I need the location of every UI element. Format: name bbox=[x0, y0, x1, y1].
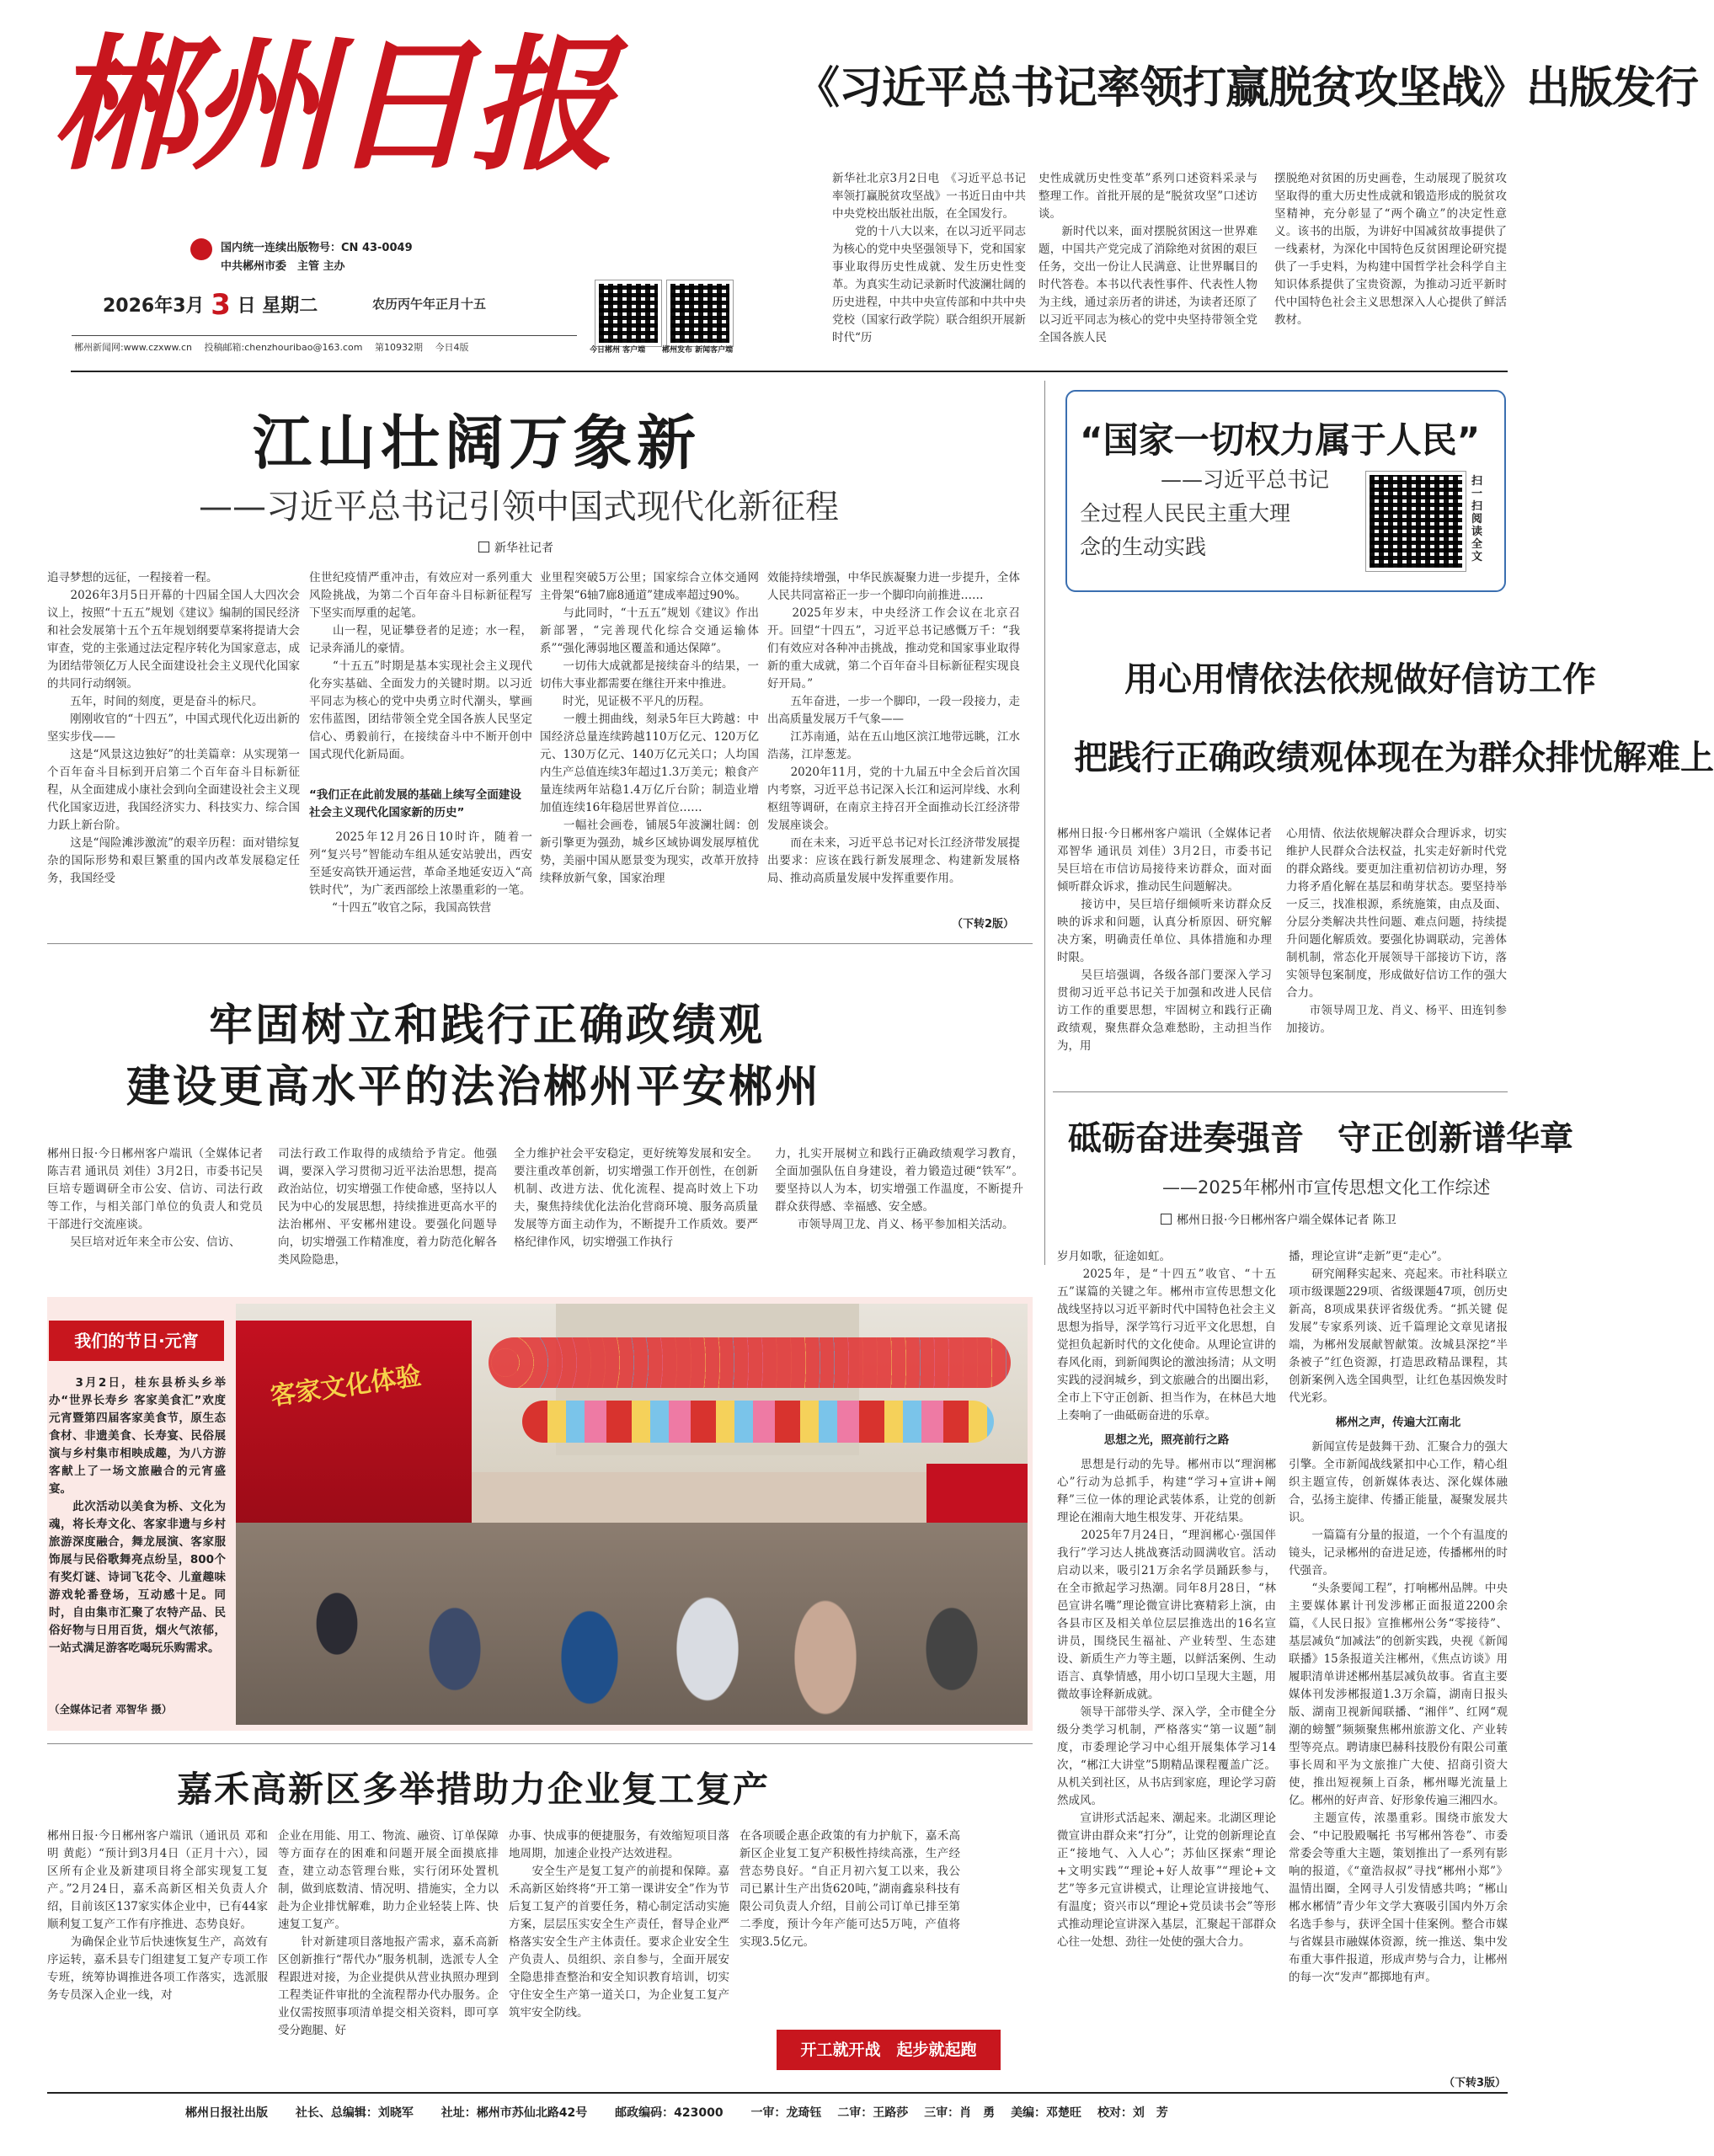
lead-story-column-3: 业里程突破5万公里；国家综合立体交通网主骨架“6轴7廊8通道”建成率超过90%。 与此同时，“十五五”规划《建议》作出新部署，“完善现代化综合交通运输体系”“强化薄弱地区覆盖和通达保障”。 一切伟大成就都是接续奋斗的结果，一切伟大事业都需要在继往开来中推进。 时光，见证极不平凡的历程。 一艘土拥曲线，刻录5年巨大跨越：中国经济总量连续跨越110万亿元、120万亿元、130万亿元、140万亿元关口；人均国内生产总值连续3年超过1.3万美元；粮食产量连续两年站稳1.4万亿斤台阶；制造业增加值连续16年稳居世界首位…… 一幅社会画卷，铺展5年波澜壮阔：创新引擎更为强劲，城乡区域协调发展厚植优势，美丽中国从愿景变为现实，改革开放持续释放新气象，国家治理 bbox=[540, 571, 759, 885]
photo-tent-banner: 客家文化体验 bbox=[269, 1361, 424, 1412]
law-column-4: 力，扎实开展树立和践行正确政绩观学习教育，全面加强队伍自身建设，着力锻造过硬“铁军”。要坚持以人为本，切实增强工作温度，不断提升群众获得感、幸福感、安全感。 市领导周卫龙、肖义、杨平参加相关活动。 bbox=[775, 1147, 1023, 1231]
top-story-headline[interactable]: 《习近平总书记率领打赢脱贫攻坚战》出版发行 bbox=[796, 63, 1699, 114]
photo-lanterns-row-1 bbox=[489, 1337, 1011, 1388]
issue-date bbox=[103, 288, 318, 322]
footer-address: 社址：郴州市苏仙北路42号 bbox=[441, 2106, 588, 2120]
date-weekday: 日 星期二 bbox=[237, 296, 318, 317]
right-feature-qr-code[interactable] bbox=[1366, 472, 1466, 571]
jiahe-column-1: 郴州日报·今日郴州客户端讯（通讯员 邓和明 黄彪）“预计到3月4日（正月十六），园区所有企业及新建项目将全部实现复工复产。”2月24日，嘉禾高新区相关负责人介绍，目前该区137家实体企业中，已有44家顺利复工复产工作有序推进、态势良好。 为确保企业节后快速恢复生产，高效有序运转，嘉禾县专门组建复工复产专项工作专班，统筹协调推进各项工作落实，选派服务专员深入企业一线，对 bbox=[47, 1829, 268, 2002]
lead-column-2-text: 住世纪疫情严重冲击，有效应对一系列重大风险挑战，为第二个百年奋斗目标新征程写下坚实而厚重的起笔。 山一程，见证攀登者的足迹；水一程，记录奔涌儿的豪情。 “十五五”时期是基本实现社会主义现代化夯实基础、全面发力的关键时期。以习近平同志为核心的党中央勇立时代潮头，擘画宏伟蓝图，团结带领全党全国各族人民坚定信心、勇毅前行，在接续奋斗中不断开创中国式现代化新局面。 bbox=[309, 571, 532, 761]
propaganda-column-2-text-b: 新闻宣传是鼓舞干劲、汇聚合力的强大引擎。全市新闻战线紧扣中心工作，精心组织主题宣传，创新媒体表达、深化媒体融合，弘扬主旋律、传播正能量，凝聚发展共识。 一篇篇有分量的报道，一个个有温度的镜头，记录郴州的奋进足迹，传播郴州的时代强音。 “头条要闻工程”，打响郴州品牌。中央主要媒体累计刊发涉郴正面报道2200余篇，《人民日报》宣推郴州公务“零接待”、基层减负“加减法”的创新实践，央视《新闻联播》15条报道关注郴州，《焦点访谈》用履职清单讲述郴州基层减负故事。省直主要媒体刊发涉郴报道1.3万余篇，湖南日报头版、湖南卫视新闻联播、“湘伴”、红网“观潮的螃蟹”频频聚焦郴州旅游文化、产业转型等亮点。聘请康巴赫科技股份有限公司董事长周和平为文旅推广大使、招商引资大使，推出短视频上百条，郴州曝光流量上亿。郴州的好声音、好形象传遍三湘四水。 主题宣传，浓墨重彩。围绕市旅发大会、“中记股殿嘱托 书写郴州答卷”、市委常委会等重大主题，策划推出了一系列有影响的报道，《“童浩叔叔”寻找“郴州小郑”》温情出圈，全网寻人引发情感共鸣；“郴山郴水郴情”青少年文学大赛吸引国内外万余名选手参与，获评全国十佳案例。整合市媒与省媒县市融媒体资源，统一推送、集中发布重大事件报道，形成声势与合力，让郴州的每一次“发声”都掷地有声。 bbox=[1289, 1440, 1508, 1984]
propaganda-column-1-text: 岁月如歌，征途如虹。 2025年，是“十四五”收官、“十五五”谋篇的关键之年。郴州市宣传思想文化战线坚持以习近平新时代中国特色社会主义思想为指导，深学笃行习近平文化思想，自觉担负起新时代的文化使命。从理论宣讲的春风化雨，到新闻舆论的激浊扬清；从文明实践的浸润城乡，到文旅融合的出圈出彩，全市上下守正创新、担当作为，在林邑大地上奏响了一曲砥砺奋进的乐章。 bbox=[1057, 1250, 1276, 1422]
petition-column-1: 郴州日报·今日郴州客户端讯（全媒体记者 邓智华 通讯员 刘佳）3月2日，市委书记吴巨培在市信访局接待来访群众，面对面倾听群众诉求，推动民生问题解决。 接访中，吴巨培仔细倾听来访群众反映的诉求和问题，认真分析原因、研究解决方案，明确责任单位、具体措施和办理时限。 吴巨培强调，各级各部门要深入学习贯彻习近平总书记关于加强和改进人民信访工作的重要思想，牢固树立和践行正确政绩观，聚焦群众急难愁盼，主动担当作为，用 bbox=[1057, 827, 1272, 1053]
petition-headline-1[interactable]: 用心用情依法依规做好信访工作 bbox=[1124, 660, 1596, 699]
petition-headline-2[interactable]: 把践行正确政绩观体现在为群众排忧解难上 bbox=[1074, 739, 1714, 777]
propaganda-column-1-text-b: 思想是行动的先导。郴州市以“理润郴心”行动为总抓手，构建“学习+宣讲+阐释”三位一体的理论武装体系，让党的创新理论在湘南大地生根发芽、开花结果。 2025年7月24日，“理润郴心·强国伴我行”学习达人挑战赛活动圆满收官。活动启动以来，吸引21万余名学员踊跃参与，在全市掀起学习热潮。同年8月28日，“林邑宣讲名嘴”理论微宣讲比赛精彩上演，由各县市区及相关单位层层推选出的16名宣讲员，围绕民生福祉、产业转型、生态建设、新质生产力等主题，以鲜活案例、生动语言、真挚情感，用小切口呈现大主题，用微故事诠释新成就。 领导干部带头学、深入学，全市健全分级分类学习机制，严格落实“第一议题”制度，市委理论学习中心组开展集体学习14次，“郴江大讲堂”5期精品课程覆盖广泛。从机关到社区，从书店到家庭，理论学习蔚然成风。 宣讲形式活起来、潮起来。北湖区理论微宣讲由群众来“打分”，让党的创新理论直正“接地气、入人心”；苏仙区探索“理论+文明实践”“理论+好人故事”“理论+文艺”等多元宣讲模式，让理论宣讲接地气、有温度；资兴市以“理论+党员读书会”等形式推动理论宣讲深入基层，汇聚起干部群众心往一处想、劲往一处使的强大合力。 bbox=[1057, 1458, 1276, 1949]
jiahe-column-3: 办事、快成事的便捷服务，有效缩短项目落地周期，加速企业投产达效进程。 安全生产是复工复产的前提和保障。嘉禾高新区始终将“开工第一课讲安全”作为节后复工复产的首要任务，精心制定活动实施方案，层层压实安全生产责任，督导企业严格落实安全生产主体责任。要求企业安全生产负责人、员组织、亲自参与，全面开展安全隐患排查整治和安全知识教育培训，切实守住安全生产第一道关口，为企业复工复产筑牢安全防线。 bbox=[509, 1829, 729, 2020]
website-link[interactable]: 郴州新闻网:www.czxww.cn bbox=[74, 342, 193, 353]
issue-number: 第10932期 bbox=[374, 342, 423, 353]
right-feature-subhead-1: ——习近平总书记 bbox=[1161, 467, 1330, 492]
lead-story-byline: 新华社记者 bbox=[478, 539, 553, 556]
footer-editor: 社长、总编辑：刘晓军 bbox=[295, 2106, 414, 2120]
propaganda-headline[interactable]: 砥砺奋进奏强音 守正创新谱华章 bbox=[1068, 1119, 1573, 1158]
footer-review-1: 一审：龙琦钰 bbox=[750, 2106, 822, 2120]
lead-story-column-4: 效能持续增强，中华民族凝聚力进一步提升，全体人民共同富裕正一步一个脚印向前推进…… 2025年岁末，中央经济工作会议在北京召开。回望“十四五”，习近平总书记感慨万千：“我们有效应对各种冲击挑战，推动党和国家事业取得新的重大成就，第二个百年奋斗目标新征程实现良好开局。” 五年奋进，一步一个脚印，一段一段接力，走出高质量发展万千气象—— 江苏南通，站在五山地区滨江地带远眺，江水浩荡，江岸葱茏。 2020年11月，党的十九届五中全会后首次国内考察，习近平总书记深入长江和运河岸线、水利枢纽等调研，在南京主持召开全面推动长江经济带发展座谈会。 而在未来，习近平总书记对长江经济带发展提出要求：应该在践行新发展理念、构建新发展格局、推动高质量发展中发挥重要作用。 bbox=[767, 571, 1020, 885]
top-story-column-3: 摆脱绝对贫困的历史画卷，生动展现了脱贫攻坚取得的重大历史性成就和锻造形成的脱贫攻坚精神，充分彰显了“两个确立”的决定性意义。该书的出版，为讲好中国减贫故事提供了一线素材，为深化中国特色反贫困理论研究提供了一手史料，为构建中国哲学社会科学自主知识体系提供了宝贵资源，为推动习近平新时代中国特色社会主义思想深入人心提供了鲜活教材。 bbox=[1274, 172, 1507, 327]
propaganda-column-2 bbox=[1289, 1248, 1508, 2069]
section-divider-left-mid bbox=[47, 943, 1033, 944]
top-story-column-1: 新华社北京3月2日电 《习近平总书记率领打赢脱贫攻坚战》一书近日由中共中央党校出版社出版，在全国发行。 党的十八大以来，在以习近平同志为核心的党中央坚强领导下，党和国家事业取得历史性成就、发生历史性变革。为真实生动记录新时代波澜壮阔的历史进程，中共中央宣传部和中共中央党校（国家行政学院）联合组织开展新时代“历 bbox=[832, 172, 1026, 344]
jiahe-column-4: 在各项暖企惠企政策的有力护航下，嘉禾高新区企业复工复产积极性持续高涨，生产经营态势良好。“自正月初六复工以来，我公司已累计生产出货620吨，”湖南鑫泉科技有限公司负责人介绍，目前公司订单已排至第二季度，预计今年产能可达5万吨，产值将实现3.5亿元。 bbox=[740, 1829, 960, 1949]
propaganda-subhead: ——2025年郴州市宣传思想文化工作综述 bbox=[1162, 1177, 1491, 1198]
right-feature-subhead-2: 全过程人民民主重大理 bbox=[1080, 501, 1291, 526]
lead-story-continued[interactable]: （下转2版） bbox=[952, 918, 1015, 931]
propaganda-byline: 郴州日报·今日郴州客户端全媒体记者 陈卫 bbox=[1161, 1211, 1396, 1228]
propaganda-column-2-text: 播，理论宣讲“走新”更“走心”。 研究阐释实起来、亮起来。市社科联立项市级课题229项、省级课题47项，创历史新高，8项成果获评省级优秀。“抓关键 促发展”专家系列谈、近千篇理论文章见诸报端，为郴州发展献智献策。汝城县深挖“半条被子”红色资源，打造思政精品课程，其创新案例入选全国典型，让红色基因焕发时代光彩。 bbox=[1289, 1250, 1508, 1405]
lead-column-2-text-b: 2025年12月26日10时许，随着一列“复兴号”智能动车组从延安站驶出，西安至延安高铁开通运营，革命圣地延安迈入“高铁时代”，为广袤西部绘上浓墨重彩的一笔。 “十四五”收官之际，我国高铁营 bbox=[309, 830, 532, 915]
lead-story-headline[interactable]: 江山壮阔万象新 bbox=[253, 408, 701, 478]
date-day: 3 bbox=[211, 288, 231, 322]
column-divider-right bbox=[1044, 381, 1045, 1265]
footer-postcode: 邮政编码：423000 bbox=[615, 2106, 724, 2120]
footer-publisher: 郴州日报社出版 bbox=[185, 2106, 268, 2120]
right-feature-qr-label: 扫一扫阅读全文 bbox=[1471, 475, 1483, 563]
jiahe-campaign-badge[interactable]: 开工就开战 起步就起跑 bbox=[777, 2030, 1001, 2070]
petition-column-2: 心用情、依法依规解决群众合理诉求，切实维护人民群众合法权益，扎实走好新时代党的群众路线。要更加注重初信初访办理，努力将矛盾化解在基层和萌芽状态。要坚持举一反三，找准根源，系统施策，由点及面、分层分类解决共性问题、难点问题，持续提升问题化解质效。要强化协调联动，完善体制机制，常态化开展领导干部接访下访，落实领导包案制度，形成做好信访工作的强大合力。 市领导周卫龙、肖义、杨平、田连钊参加接访。 bbox=[1286, 827, 1507, 1035]
law-column-1: 郴州日报·今日郴州客户端讯（全媒体记者 陈吉君 通讯员 刘佳）3月2日，市委书记吴巨培专题调研全市公安、信访、司法行政等工作，与相关部门单位的负责人和党员干部进行交流座谈。 吴巨培对近年来全市公安、信访、 bbox=[47, 1147, 263, 1249]
masthead-info-bar bbox=[74, 340, 468, 354]
top-story-column-2: 史性成就历史性变革”系列口述资料采录与整理工作。首批开展的是“脱贫攻坚”口述访谈。 新时代以来，面对摆脱贫困这一世界难题，中国共产党完成了消除绝对贫困的艰巨任务，交出一份让人民满意、让世界瞩目的时代答卷。本书以代表性事件、代表性人物为主线，通过亲历者的讲述，为读者还原了以习近平同志为核心的党中央坚持带领全党全国各族人民 bbox=[1039, 172, 1257, 344]
masthead-title: 郴州日报 bbox=[51, 19, 610, 190]
section-divider-jiahe bbox=[47, 1743, 1033, 1744]
footer-review-2: 二审：王路莎 bbox=[837, 2106, 909, 2120]
masthead-seal-icon bbox=[190, 238, 212, 260]
photo-feature-caption: 3月2日，桂东县桥头乡举办“世界长寿乡 客家美食汇”欢度元宵暨第四届客家美食节，原生态食材、非遗美食、长寿宴、民俗展演与乡村集市相映成趣，为八方游客献上了一场文旅融合的元宵盛宴。 此次活动以美食为桥、文化为魂，将长寿文化、客家非遗与乡村旅游深度融合，舞龙展演、客家服饰展与民俗歌舞亮点纷呈，800个有奖灯谜、诗词飞花令、儿童趣味游戏轮番登场，互动感十足。同时，自由集市汇聚了农特产品、民俗好物与日用百货，烟火气浓郁，一站式满足游客吃喝玩乐购需求。 bbox=[49, 1376, 226, 1655]
photo-feature-credit: （全媒体记者 邓智华 摄） bbox=[49, 1703, 173, 1716]
festival-photo[interactable] bbox=[236, 1304, 1028, 1725]
qr-app-label: 今日郴州 客户端 bbox=[590, 346, 646, 355]
sponsor-line: 中共郴州市委 主管 主办 bbox=[221, 260, 345, 273]
lead-column-2-subhead: “我们正在此前发展的基础上续写全面建设社会主义现代化国家新的历史” bbox=[309, 788, 521, 819]
right-feature-headline[interactable]: “国家一切权力属于人民” bbox=[1080, 419, 1481, 461]
lead-story-subhead: ——习近平总书记引领中国式现代化新征程 bbox=[199, 488, 839, 526]
footer-design: 美编：邓楚旺 bbox=[1011, 2106, 1082, 2120]
registration-number: 国内统一连续出版物号：CN 43-0049 bbox=[221, 242, 413, 254]
qr-code-wechat[interactable] bbox=[667, 280, 733, 346]
lunar-date: 农历丙午年正月十五 bbox=[372, 296, 487, 312]
footer-rule bbox=[47, 2092, 1508, 2094]
photo-lanterns-row-2 bbox=[522, 1401, 994, 1443]
propaganda-continued[interactable]: （下转3版） bbox=[1440, 2073, 1506, 2089]
page-count: 今日4版 bbox=[435, 342, 469, 353]
jiahe-headline[interactable]: 嘉禾高新区多举措助力企业复工复产 bbox=[177, 1769, 771, 1810]
right-feature-subhead-3: 念的生动实践 bbox=[1080, 535, 1207, 559]
law-column-2: 司法行政工作取得的成绩给予肯定。他强调，要深入学习贯彻习近平法治思想，提高政治站位，切实增强工作使命感，坚持以人民为中心的发展思想，持续推进更高水平的法治郴州、平安郴州建设。要强化问题导向，切实增强工作精准度，着力防范化解各类风险隐患， bbox=[278, 1147, 497, 1267]
lead-story-column-2 bbox=[309, 569, 532, 931]
date-month: 2026年3月 bbox=[103, 296, 205, 317]
law-headline-1[interactable]: 牢固树立和践行正确政绩观 bbox=[209, 1001, 766, 1051]
footer-review-3: 三审：肖 勇 bbox=[924, 2106, 996, 2120]
qr-wechat-label: 郴州发布 新闻客户端 bbox=[662, 346, 734, 355]
section-divider-top bbox=[71, 371, 1508, 372]
photo-feature-tag[interactable]: 我们的节日·元宵 bbox=[49, 1321, 224, 1361]
propaganda-column-1 bbox=[1057, 1248, 1276, 2078]
propaganda-column-1-subhead: 思想之光，照亮前行之路 bbox=[1103, 1433, 1230, 1447]
footer-bar bbox=[185, 2104, 1168, 2121]
footer-proof: 校对：刘 芳 bbox=[1097, 2106, 1168, 2120]
law-column-3: 全力维护社会平安稳定，更好统筹发展和安全。要注重改革创新，切实增强工作开创性，在创新机制、改进方法、优化流程、提高时效上下功夫，聚焦持续优化法治化营商环境、服务高质量发展等方面主动作为，不断提升工作质效。要严格纪律作风，切实增强工作执行 bbox=[514, 1147, 758, 1249]
qr-code-app[interactable] bbox=[595, 280, 661, 346]
lead-story-column-1: 追寻梦想的远征，一程接着一程。 2026年3月5日开幕的十四届全国人大四次会议上，按照“十五五”规划《建议》编制的国民经济和社会发展第十五个五年规划纲要草案将提请大会审查，党的主张通过法定程序转化为国家意志，成为团结带领亿万人民全面建设社会主义现代化国家的共同行动纲领。 五年，时间的刻度，更是奋斗的标尺。 刚刚收官的“十四五”，中国式现代化迈出新的坚实步伐—— 这是“风景这边独好”的壮美篇章：从实现第一个百年奋斗目标到开启第二个百年奋斗目标新征程，从全面建成小康社会到向全面建设社会主义现代化国家迈进，我国经济实力、科技实力、综合国力跃上新台阶。 这是“闯险滩涉激流”的艰辛历程：面对错综复杂的国际形势和艰巨繁重的国内改革发展稳定任务，我国经受 bbox=[47, 571, 300, 885]
email-link[interactable]: 投稿邮箱:chenzhouribao@163.com bbox=[204, 342, 363, 353]
propaganda-column-2-subhead: 郴州之声，传遍大江南北 bbox=[1335, 1416, 1461, 1429]
masthead-rule bbox=[72, 335, 577, 336]
jiahe-column-2: 企业在用能、用工、物流、融资、订单保障等方面存在的困难和问题开展全面摸底排查，建立动态管理台账，实行闭环处置机制，做到底数清、情况明、措施实，全力以赴为企业排忧解难，助力企业轻装上阵、快速复工复产。 针对新建项目落地报产需求，嘉禾高新区创新推行“帮代办”服务机制，选派专人全程跟进对接，为企业提供从营业执照办理到工程类证件审批的全流程帮办代办服务。企业仅需按照事项清单提交相关资料，即可享受分跑腿、好 bbox=[278, 1829, 499, 2037]
law-headline-2[interactable]: 建设更高水平的法治郴州平安郴州 bbox=[126, 1062, 822, 1113]
photo-crowd bbox=[236, 1523, 1028, 1725]
section-divider-right-mid bbox=[1053, 1091, 1508, 1092]
